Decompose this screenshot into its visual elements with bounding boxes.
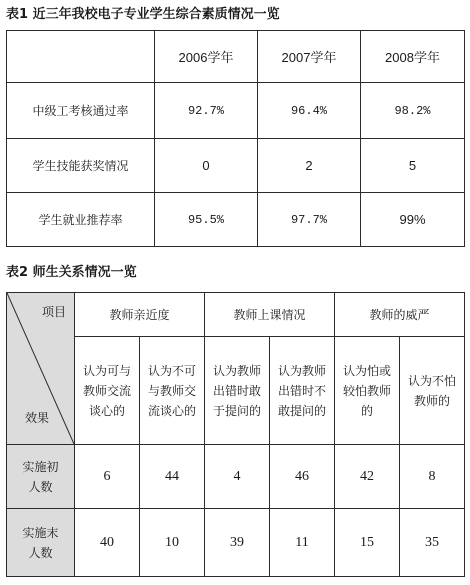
table1-caption: 表1 近三年我校电子专业学生综合素质情况一览 [6,7,280,22]
table-cell: 2 [258,139,361,193]
table2-corner-cell [7,293,75,445]
table-cell: 11 [270,509,335,577]
sub-header: 认为可与教师交流谈心的 [75,337,140,445]
group-header: 教师的威严 [335,293,465,337]
table-row [7,193,465,247]
table-cell: 95.5% [155,193,258,247]
sub-header: 认为教师出错时不敢提问的 [270,337,335,445]
table-row [7,139,465,193]
table2 [6,292,465,577]
row-label: 中级工考核通过率 [7,83,155,139]
table-cell: 5 [361,139,465,193]
table1-col-header: 2008学年 [361,31,465,83]
row-label: 学生技能获奖情况 [7,139,155,193]
table1-col-header: 2007学年 [258,31,361,83]
sub-header: 认为教师出错时敢于提问的 [205,337,270,445]
corner-label-project: 项目 [41,305,66,319]
table-cell: 15 [335,509,400,577]
table-cell: 46 [270,445,335,509]
row-label: 实施初人数 [7,445,75,509]
table-row [7,445,465,509]
table1-col-header: 2006学年 [155,31,258,83]
table-cell: 44 [140,445,205,509]
sub-header: 认为不怕教师的 [400,337,465,445]
group-header: 教师上课情况 [205,293,335,337]
table-cell: 42 [335,445,400,509]
table-cell: 97.7% [258,193,361,247]
table2-group-row [7,293,465,337]
sub-header: 认为不可与教师交流谈心的 [140,337,205,445]
table-row [7,509,465,577]
table-cell: 10 [140,509,205,577]
table-cell: 39 [205,509,270,577]
table1 [6,30,465,247]
table-cell: 35 [400,509,465,577]
table-cell: 8 [400,445,465,509]
table-cell: 98.2% [361,83,465,139]
table-row [7,83,465,139]
corner-label-effect: 效果 [25,411,50,425]
table1-corner-cell [7,31,155,83]
table-cell: 96.4% [258,83,361,139]
table-cell: 99% [361,193,465,247]
row-label: 学生就业推荐率 [7,193,155,247]
table-cell: 40 [75,509,140,577]
table-cell: 92.7% [155,83,258,139]
table-cell: 4 [205,445,270,509]
row-label: 实施末人数 [7,509,75,577]
sub-header: 认为怕或较怕教师的 [335,337,400,445]
table2-subheader-row [7,337,465,445]
table-cell: 0 [155,139,258,193]
table1-header-row [7,31,465,83]
table2-caption: 表2 师生关系情况一览 [6,265,137,280]
group-header: 教师亲近度 [75,293,205,337]
table-cell: 6 [75,445,140,509]
